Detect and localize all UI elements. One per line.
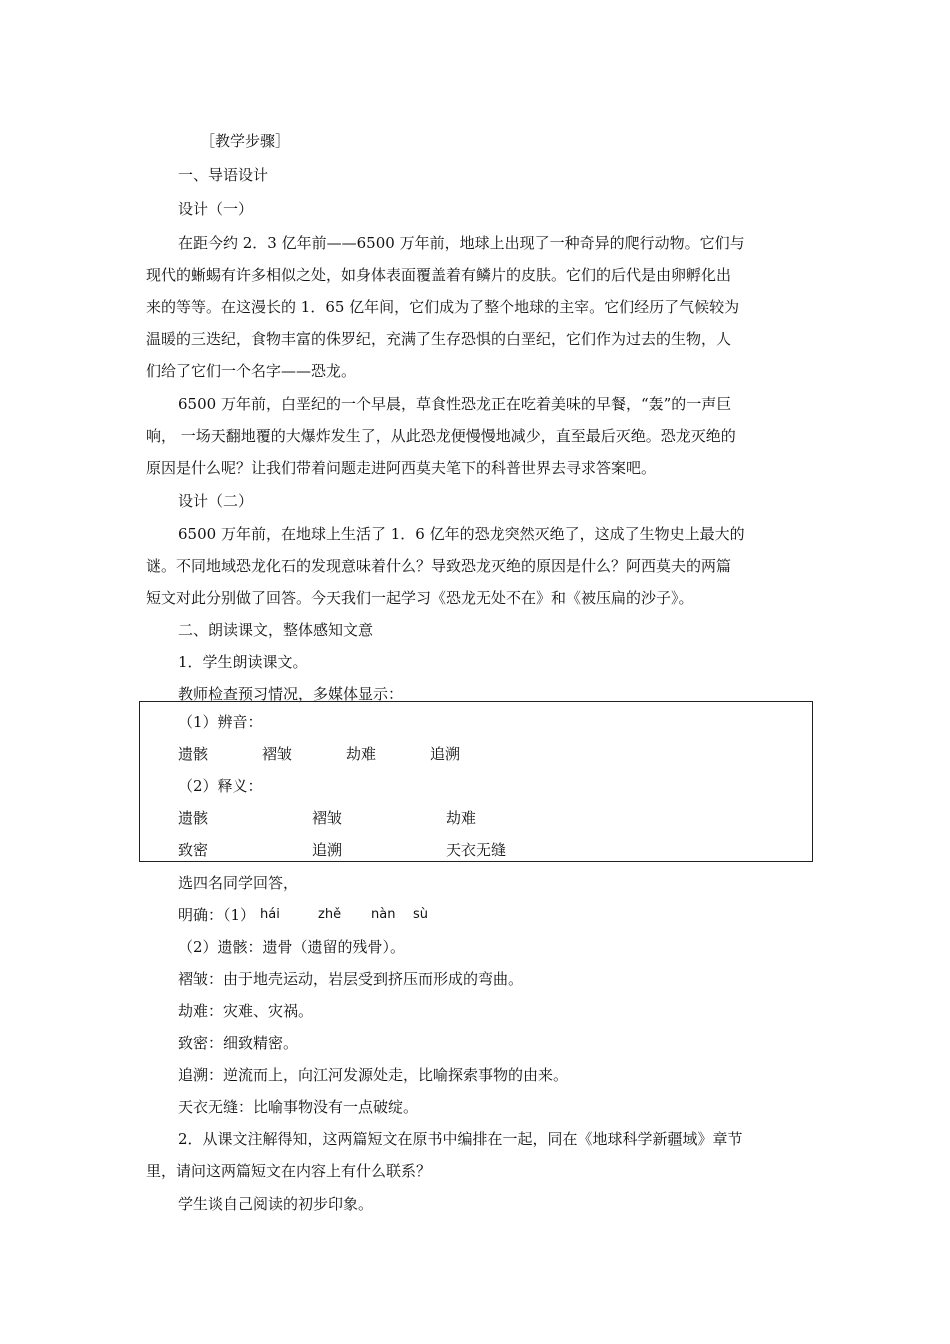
pinyin: nàn — [371, 907, 396, 922]
pinyin: hái — [260, 907, 280, 922]
definition: （2）遗骸：遗骨（遗留的残骨）。 — [178, 938, 406, 956]
final-line: 学生谈自己阅读的初步印象。 — [178, 1195, 374, 1213]
box-q2-word: 追溯 — [312, 841, 343, 859]
box-q1-word: 追溯 — [430, 745, 461, 763]
paragraph-2-line: 原因是什么呢？让我们带着问题走进阿西莫夫笔下的科普世界去寻求答案吧。 — [146, 459, 657, 477]
section2-heading: 二、朗读课文，整体感知文意 — [178, 621, 374, 639]
box-q2-word: 天衣无缝 — [446, 841, 507, 859]
box-q1-word: 褶皱 — [262, 745, 293, 763]
paragraph-2-line: 6500 万年前，白垩纪的一个早晨，草食性恐龙正在吃着美味的早餐，“轰”的一声巨 — [178, 395, 732, 413]
paragraph-1-line: 来的等等。在这漫长的 1．65 亿年间，它们成为了整个地球的主宰。它们经历了气候较为 — [146, 298, 740, 316]
paragraph-1-line: 现代的蜥蜴有许多相似之处，如身体表面覆盖着有鳞片的皮肤。它们的后代是由卵孵化出 — [146, 266, 732, 284]
definition: 天衣无缝：比喻事物没有一点破绽。 — [178, 1098, 419, 1116]
pinyin: zhě — [318, 907, 342, 922]
box-q1-word: 遗骸 — [178, 745, 209, 763]
paragraph-2-line: 响， 一场天翻地覆的大爆炸发生了，从此恐龙便慢慢地减少，直至最后灭绝。恐龙灭绝的 — [146, 427, 736, 445]
design1-label: 设计（一） — [178, 200, 254, 218]
paragraph-1-line: 在距今约 2．3 亿年前——6500 万年前，地球上出现了一种奇异的爬行动物。它们与 — [178, 234, 745, 252]
definition: 追溯：逆流而上，向江河发源处走，比喻探索事物的由来。 — [178, 1066, 569, 1084]
multimedia-box — [139, 701, 813, 862]
paragraph-1-line: 们给了它们一个名字——恐龙。 — [146, 362, 357, 380]
box-q1-label: （1）辨音： — [178, 713, 263, 731]
definition: 劫难：灾难、灾祸。 — [178, 1002, 314, 1020]
section1-heading: 一、导语设计 — [178, 166, 269, 184]
box-q2-word: 遗骸 — [178, 809, 209, 827]
steps-title: ［教学步骤］ — [200, 132, 291, 150]
answer-line — [178, 905, 429, 925]
select-line: 选四名同学回答， — [178, 874, 299, 892]
check-line: 教师检查预习情况，多媒体显示： — [178, 685, 404, 703]
box-q2-label: （2）释义： — [178, 777, 263, 795]
pinyin: sù — [413, 907, 429, 922]
paragraph-3-line: 谜。不同地域恐龙化石的发现意味着什么？导致恐龙灭绝的原因是什么？阿西莫夫的两篇 — [146, 557, 732, 575]
definition: 致密：细致精密。 — [178, 1034, 299, 1052]
item-2-line: 2．从课文注解得知，这两篇短文在原书中编排在一起，同在《地球科学新疆域》章节 — [178, 1130, 743, 1148]
paragraph-3-line: 短文对此分别做了回答。今天我们一起学习《恐龙无处不在》和《被压扁的沙子》。 — [146, 589, 694, 607]
paragraph-3-line: 6500 万年前，在地球上生活了 1．6 亿年的恐龙突然灭绝了，这成了生物史上最大的 — [178, 525, 745, 543]
box-q1-word: 劫难 — [346, 745, 377, 763]
item-1: 1．学生朗读课文。 — [178, 653, 308, 671]
box-q2-word: 致密 — [178, 841, 209, 859]
box-q2-word: 劫难 — [446, 809, 477, 827]
box-q2-word: 褶皱 — [312, 809, 343, 827]
paragraph-1-line: 温暖的三迭纪，食物丰富的侏罗纪，充满了生存恐惧的白垩纪，它们作为过去的生物，人 — [146, 330, 732, 348]
answer-prefix: 明确：（1） — [178, 906, 256, 924]
design2-label: 设计（二） — [178, 492, 254, 510]
definition: 褶皱：由于地壳运动，岩层受到挤压而形成的弯曲。 — [178, 970, 524, 988]
item-2-line: 里，请问这两篇短文在内容上有什么联系？ — [146, 1162, 432, 1180]
